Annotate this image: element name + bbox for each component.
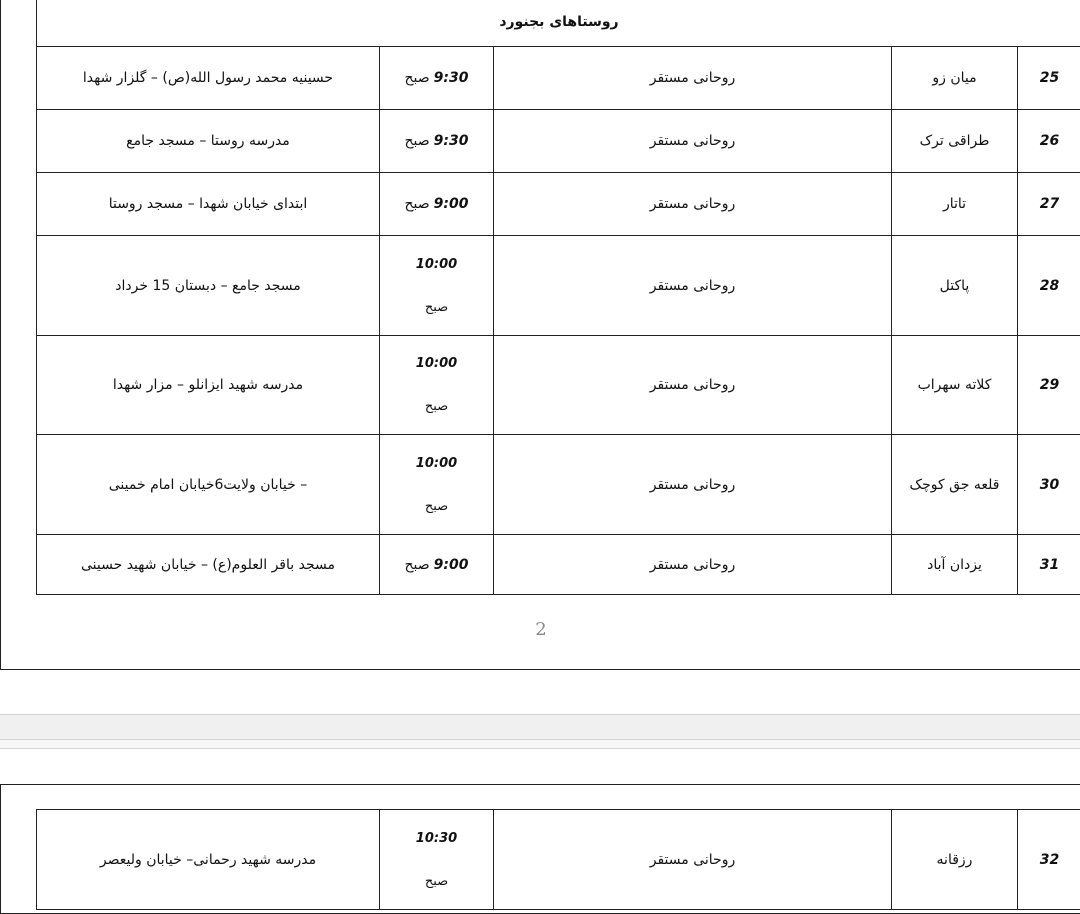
table-title: روستاهای بجنورد (37, 0, 1080, 47)
time-cell (380, 236, 494, 336)
table-title-row (37, 0, 1080, 47)
time-value: 9:00 (434, 557, 469, 573)
page-separator (0, 714, 1080, 740)
cleric-type: روحانی مستقر (494, 47, 892, 110)
address: مسجد جامع – دبستان 15 خرداد (37, 236, 380, 336)
time-value: 10:30 (386, 832, 487, 845)
cleric-type: روحانی مستقر (494, 236, 892, 336)
village-name: کلاته سهراب (892, 336, 1018, 435)
row-number: 27 (1018, 173, 1080, 236)
time-cell (380, 110, 494, 173)
cleric-type: روحانی مستقر (494, 336, 892, 435)
table-row (37, 47, 1080, 110)
table-row (37, 810, 1080, 910)
row-number: 32 (1018, 810, 1080, 910)
time-cell (380, 336, 494, 435)
address: مدرسه شهید ایزانلو – مزار شهدا (37, 336, 380, 435)
address: مدرسه روستا – مسجد جامع (37, 110, 380, 173)
row-number: 25 (1018, 47, 1080, 110)
time-suffix: صبح (405, 133, 430, 149)
row-number: 26 (1018, 110, 1080, 173)
time-value: 10:00 (386, 357, 487, 370)
address: ابتدای خیابان شهدا – مسجد روستا (37, 173, 380, 236)
time-value: 9:30 (434, 133, 469, 149)
page-number: 2 (1, 619, 1080, 640)
cleric-type: روحانی مستقر (494, 810, 892, 910)
village-name: رزقانه (892, 810, 1018, 910)
time-cell (380, 173, 494, 236)
cleric-type: روحانی مستقر (494, 110, 892, 173)
village-name: میان زو (892, 47, 1018, 110)
address: حسینیه محمد رسول الله(ص) – گلزار شهدا (37, 47, 380, 110)
table-row (37, 435, 1080, 535)
time-value: 9:30 (434, 70, 469, 86)
document-page-2 (0, 784, 1080, 914)
time-value: 10:00 (386, 258, 487, 271)
row-number: 30 (1018, 435, 1080, 535)
time-cell (380, 810, 494, 910)
page-separator (0, 740, 1080, 749)
village-name: یزدان آباد (892, 535, 1018, 595)
time-suffix: صبح (405, 70, 430, 86)
time-cell (380, 535, 494, 595)
table-row (37, 173, 1080, 236)
table-row (37, 535, 1080, 595)
cleric-type: روحانی مستقر (494, 173, 892, 236)
time-suffix: صبح (405, 196, 430, 212)
time-cell (380, 435, 494, 535)
time-suffix: صبح (386, 500, 487, 513)
time-suffix: صبح (386, 400, 487, 413)
village-name: پاکتل (892, 236, 1018, 336)
address: مدرسه شهید رحمانی– خیابان ولیعصر (37, 810, 380, 910)
schedule-table (36, 0, 1080, 595)
time-suffix: صبح (386, 875, 487, 888)
table-row (37, 236, 1080, 336)
row-number: 31 (1018, 535, 1080, 595)
time-suffix: صبح (405, 557, 430, 573)
row-number: 29 (1018, 336, 1080, 435)
table-row (37, 110, 1080, 173)
row-number: 28 (1018, 236, 1080, 336)
address: مسجد باقر العلوم(ع) – خیابان شهید حسینی (37, 535, 380, 595)
cleric-type: روحانی مستقر (494, 535, 892, 595)
village-name: طراقی ترک (892, 110, 1018, 173)
address: – خیابان ولایت6خیابان امام خمینی (37, 435, 380, 535)
village-name: تاتار (892, 173, 1018, 236)
village-name: قلعه جق کوچک (892, 435, 1018, 535)
time-value: 10:00 (386, 457, 487, 470)
time-cell (380, 47, 494, 110)
table-row (37, 336, 1080, 435)
time-value: 9:00 (434, 196, 469, 212)
cleric-type: روحانی مستقر (494, 435, 892, 535)
schedule-table (36, 809, 1080, 910)
time-suffix: صبح (386, 301, 487, 314)
